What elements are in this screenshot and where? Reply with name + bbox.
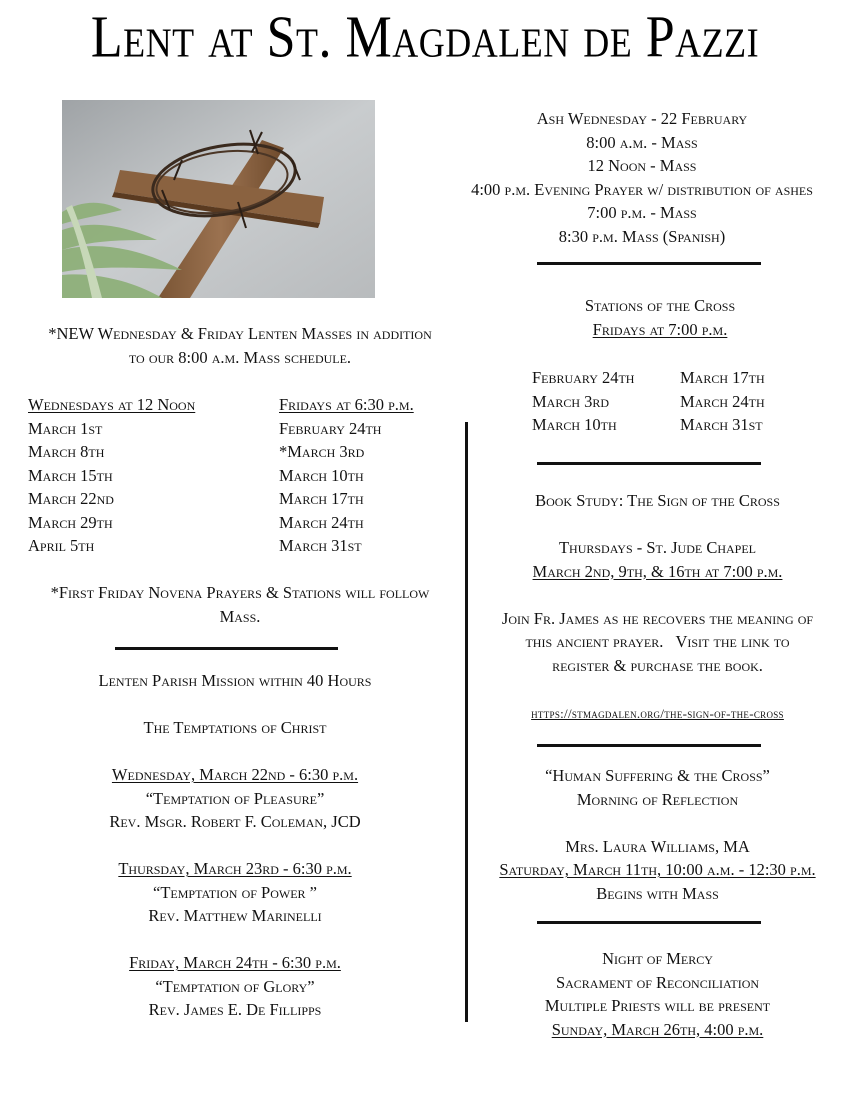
list-item: March 17th xyxy=(680,368,765,387)
new-masses-note xyxy=(20,322,460,369)
reflection-section xyxy=(470,764,845,905)
list-item: March 22nd xyxy=(28,489,114,508)
column-divider xyxy=(465,422,468,1022)
list-item: March 8th xyxy=(28,442,105,461)
divider xyxy=(537,921,761,924)
reflection-when: Saturday, March 11th, 10:00 a.m. - 12:30 p.m. xyxy=(499,860,816,879)
reflection-subtitle: Morning of Reflection xyxy=(576,789,739,809)
mission-session-topic: “Temptation of Glory” xyxy=(155,976,315,996)
book-study-desc: register & purchase the book. xyxy=(552,655,763,675)
list-item: April 5th xyxy=(28,536,95,555)
ash-wednesday-section xyxy=(452,107,832,248)
stations-heading: Stations of the Cross xyxy=(584,296,736,315)
mission-session-speaker: Rev. Matthew Marinelli xyxy=(148,906,322,925)
list-item: March 17th xyxy=(279,489,364,508)
ash-wednesday-line: 8:00 a.m. - Mass xyxy=(586,132,698,152)
divider xyxy=(537,744,761,747)
stations-subheading: Fridays at 7:00 p.m. xyxy=(592,319,728,339)
list-item: March 10th xyxy=(279,465,364,485)
cross-with-crown-of-thorns-icon xyxy=(62,100,375,298)
stations-section xyxy=(480,294,840,341)
list-item: March 31st xyxy=(279,536,362,555)
mission-heading: Lenten Parish Mission within 40 Hours xyxy=(98,671,372,690)
footnote-line: *First Friday Novena Prayers & Stations will follow xyxy=(50,583,430,602)
divider xyxy=(537,462,761,465)
list-item: March 24th xyxy=(680,391,765,411)
wednesdays-list xyxy=(28,393,195,558)
reflection-title: “Human Suffering & the Cross” xyxy=(545,766,770,785)
ash-wednesday-line: 4:00 p.m. Evening Prayer w/ distribution of ashes xyxy=(471,179,813,199)
list-item: March 24th xyxy=(279,512,364,532)
mission-session-speaker: Rev. James E. De Fillipps xyxy=(148,1000,322,1019)
mercy-when: Sunday, March 26th, 4:00 p.m. xyxy=(551,1019,764,1039)
list-item: *March 3rd xyxy=(279,442,365,461)
mission-session-date: Thursday, March 23rd - 6:30 p.m. xyxy=(118,859,352,878)
stations-dates-col1 xyxy=(532,366,634,437)
ash-wednesday-line: 12 Noon - Mass xyxy=(587,156,697,175)
ash-wednesday-heading: Ash Wednesday - 22 February xyxy=(536,109,748,128)
divider xyxy=(115,647,338,650)
list-item: March 3rd xyxy=(532,391,610,411)
list-item: March 31st xyxy=(680,415,763,434)
list-item: February 24th xyxy=(532,368,635,387)
list-item: March 29th xyxy=(28,512,113,532)
ash-wednesday-line: 7:00 p.m. - Mass xyxy=(587,203,697,222)
wednesdays-heading: Wednesdays at 12 Noon xyxy=(28,395,196,414)
stations-dates-col2 xyxy=(680,366,765,437)
mission-session-date: Friday, March 24th - 6:30 p.m. xyxy=(129,953,341,972)
mercy-line: Multiple Priests will be present xyxy=(544,996,771,1015)
ash-wednesday-line: 8:30 p.m. Mass (Spanish) xyxy=(558,226,726,246)
new-masses-note-line: to our 8:00 a.m. Mass schedule. xyxy=(128,347,352,367)
book-study-dates: March 2nd, 9th, & 16th at 7:00 p.m. xyxy=(532,561,783,581)
mission-session-speaker: Rev. Msgr. Robert F. Coleman, JCD xyxy=(109,812,361,831)
first-friday-footnote xyxy=(20,581,460,628)
divider xyxy=(537,262,761,265)
list-item: March 10th xyxy=(532,415,617,434)
book-study-desc: this ancient prayer. Visit the link to xyxy=(525,632,790,651)
book-study-desc: Join Fr. James as he recovers the meaning of xyxy=(501,608,814,628)
mission-session-date: Wednesday, March 22nd - 6:30 p.m. xyxy=(111,765,359,784)
reflection-note: Begins with Mass xyxy=(596,883,719,903)
mercy-line: Sacrament of Reconciliation xyxy=(555,972,760,992)
list-item: March 15th xyxy=(28,465,113,485)
parish-mission-section xyxy=(20,669,450,1022)
fridays-list xyxy=(279,393,414,558)
cross-photo xyxy=(62,100,375,298)
list-item: March 1st xyxy=(28,418,103,438)
new-masses-note-line: *NEW Wednesday & Friday Lenten Masses in addition xyxy=(48,324,432,343)
list-item: February 24th xyxy=(279,418,382,438)
footnote-line: Mass. xyxy=(219,606,261,626)
book-study-section xyxy=(470,489,845,725)
book-study-heading: Book Study: The Sign of the Cross xyxy=(535,491,780,510)
book-study-link[interactable]: https://stmagdalen.org/the-sign-of-the-cross xyxy=(531,705,784,721)
fridays-heading: Fridays at 6:30 p.m. xyxy=(279,395,414,414)
mission-theme: The Temptations of Christ xyxy=(143,718,327,737)
night-of-mercy-section xyxy=(470,947,845,1041)
page-title: Lent at St. Magdalen de Pazzi xyxy=(90,4,760,71)
mission-session-topic: “Temptation of Pleasure” xyxy=(145,788,325,808)
mission-session-topic: “Temptation of Power ” xyxy=(153,882,317,902)
book-study-location: Thursdays - St. Jude Chapel xyxy=(558,538,757,557)
mercy-title: Night of Mercy xyxy=(602,949,713,968)
reflection-speaker: Mrs. Laura Williams, MA xyxy=(565,836,750,856)
